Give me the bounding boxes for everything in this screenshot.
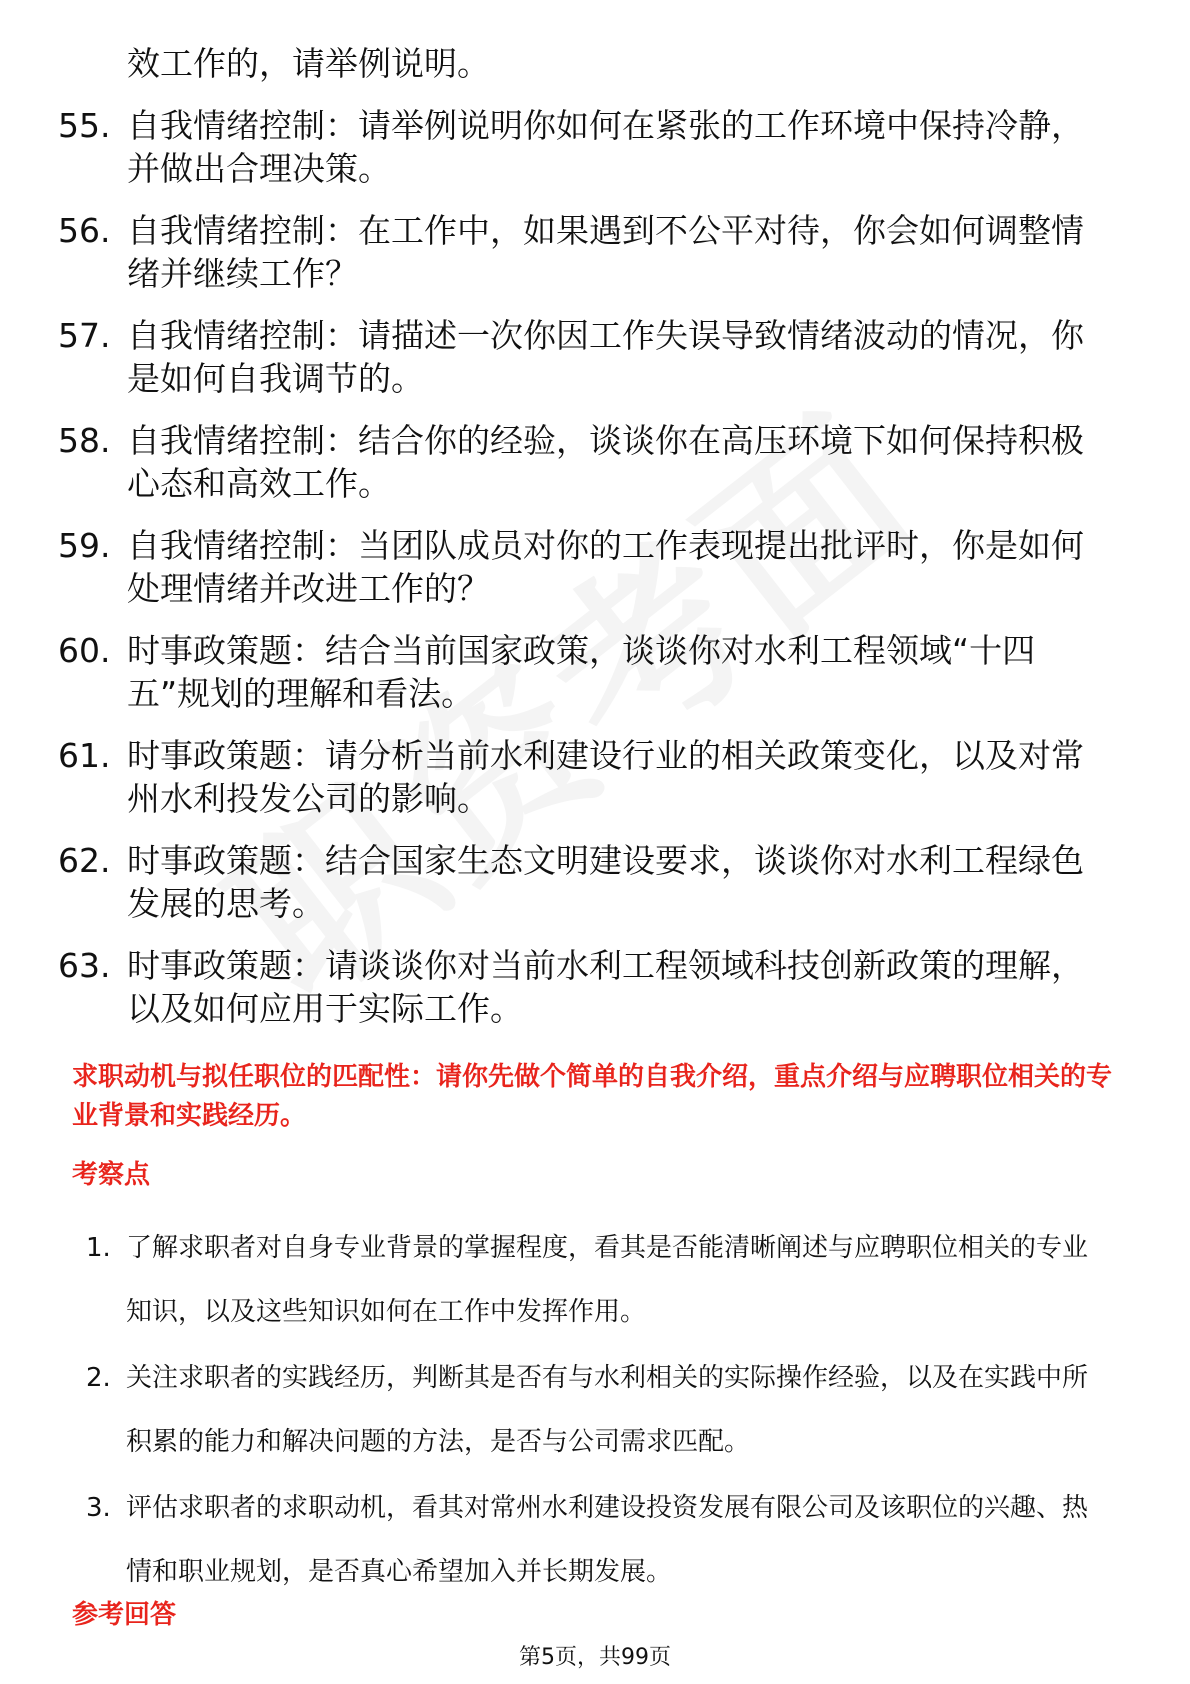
question-number: 59. (58, 526, 111, 565)
highlight-question: 求职动机与拟任职位的匹配性：请你先做个简单的自我介绍，重点介绍与应聘职位相关的专业背景和实践经历。 (72, 1062, 1113, 1131)
question-number: 55. (58, 106, 111, 145)
assessment-points (0, 1216, 1190, 1606)
question-text: 时事政策题：请分析当前水利建设行业的相关政策变化，以及对常州水利投发公司的影响。 (127, 736, 1084, 818)
assessment-point (0, 1216, 1190, 1344)
question-item (0, 944, 1190, 1030)
question-item (0, 314, 1190, 400)
question-number: 56. (58, 211, 111, 250)
question-item (0, 419, 1190, 505)
question-item (0, 629, 1190, 715)
question-text: 时事政策题：结合当前国家政策，谈谈你对水利工程领域“十四五”规划的理解和看法。 (127, 631, 1036, 713)
question-item (0, 209, 1190, 295)
question-text: 自我情绪控制：当团队成员对你的工作表现提出批评时，你是如何处理情绪并改进工作的？ (127, 526, 1084, 608)
question-item (0, 524, 1190, 610)
question-number: 63. (58, 946, 111, 985)
question-text: 自我情绪控制：在工作中，如果遇到不公平对待，你会如何调整情绪并继续工作？ (127, 211, 1084, 293)
question-text: 自我情绪控制：请举例说明你如何在紧张的工作环境中保持冷静，并做出合理决策。 (127, 106, 1084, 188)
question-text: 时事政策题：请谈谈你对当前水利工程领域科技创新政策的理解，以及如何应用于实际工作。 (127, 946, 1084, 1028)
question-number: 62. (58, 841, 111, 880)
question-number: 58. (58, 421, 111, 460)
question-text: 时事政策题：结合国家生态文明建设要求，谈谈你对水利工程绿色发展的思考。 (127, 841, 1084, 923)
page-footer: 第5页，共99页 (519, 1645, 671, 1670)
question-item (0, 839, 1190, 925)
question-list (0, 42, 1190, 1049)
question-number: 61. (58, 736, 111, 775)
point-text: 了解求职者对自身专业背景的掌握程度，看其是否能清晰阐述与应聘职位相关的专业知识，以及这些知识如何在工作中发挥作用。 (126, 1233, 1089, 1327)
continued-question-text: 效工作的，请举例说明。 (127, 44, 490, 83)
question-number: 60. (58, 631, 111, 670)
point-number: 1. (86, 1233, 111, 1263)
question-text: 自我情绪控制：请描述一次你因工作失误导致情绪波动的情况，你是如何自我调节的。 (127, 316, 1084, 398)
question-item (0, 734, 1190, 820)
question-number: 57. (58, 316, 111, 355)
reference-answer-title: 参考回答 (72, 1600, 177, 1630)
question-item (0, 104, 1190, 190)
point-text: 评估求职者的求职动机，看其对常州水利建设投资发展有限公司及该职位的兴趣、热情和职业规划，是否真心希望加入并长期发展。 (126, 1493, 1089, 1587)
point-text: 关注求职者的实践经历，判断其是否有与水利相关的实际操作经验，以及在实践中所积累的能力和解决问题的方法，是否与公司需求匹配。 (126, 1363, 1089, 1457)
assessment-title: 考察点 (72, 1160, 151, 1190)
assessment-point (0, 1476, 1190, 1604)
point-number: 3. (86, 1493, 111, 1523)
assessment-point (0, 1346, 1190, 1474)
question-text: 自我情绪控制：结合你的经验，谈谈你在高压环境下如何保持积极心态和高效工作。 (127, 421, 1084, 503)
point-number: 2. (86, 1363, 111, 1393)
